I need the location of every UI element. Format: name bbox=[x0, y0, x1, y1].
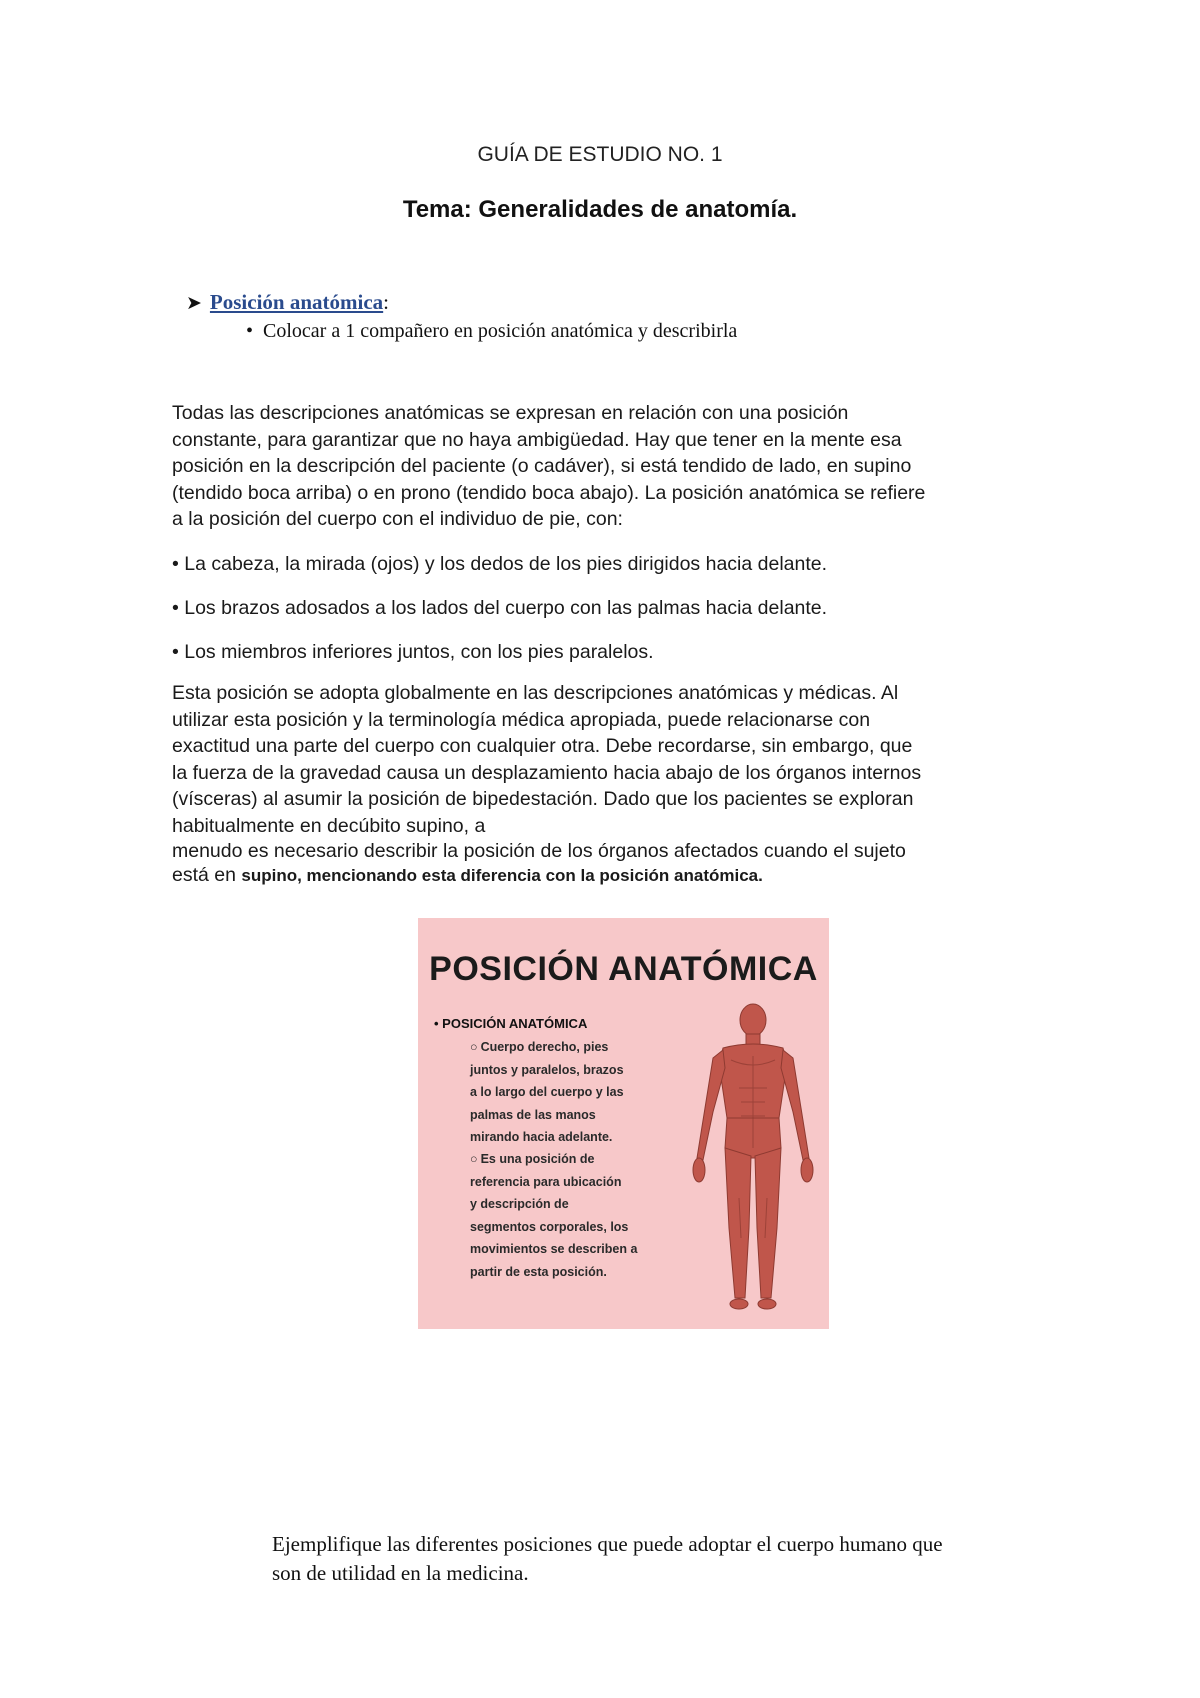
infographic-line: palmas de las manos bbox=[470, 1107, 596, 1122]
bullet-arms: • Los brazos adosados a los lados del cuerpo con las palmas hacia delante. bbox=[172, 597, 828, 619]
bullet-legs: • Los miembros inferiores juntos, con los pies paralelos. bbox=[172, 641, 654, 663]
paragraph-line: constante, para garantizar que no haya ambigüedad. Hay que tener en la mente esa bbox=[172, 428, 902, 451]
circle-bullet-icon: ○ bbox=[470, 1152, 478, 1166]
closing-instruction bbox=[272, 1530, 1082, 1588]
infographic-item-2 bbox=[470, 1148, 670, 1283]
infographic-line: Es una posición de bbox=[480, 1152, 595, 1166]
infographic-line: Cuerpo derecho, pies bbox=[480, 1040, 609, 1054]
closing-line: son de utilidad en la medicina. bbox=[272, 1561, 529, 1585]
infographic-line: partir de esta posición. bbox=[470, 1264, 607, 1279]
paragraph-line: Todas las descripciones anatómicas se expresan en relación con una posición bbox=[172, 402, 849, 424]
infographic-line: y descripción de bbox=[470, 1197, 569, 1211]
infographic-line: movimientos se describen a bbox=[470, 1242, 638, 1256]
paragraph-line: posición en la descripción del paciente (o cadáver), si está tendido de lado, en supino bbox=[172, 455, 912, 477]
infographic-subtitle: • POSICIÓN ANATÓMICA bbox=[434, 1016, 588, 1031]
paragraph-line: habitualmente en decúbito supino, a bbox=[172, 814, 486, 837]
anatomical-position-infographic bbox=[418, 918, 829, 1329]
human-musculature-figure-icon bbox=[683, 998, 823, 1318]
paragraph-line: utilizar esta posición y la terminología médica apropiada, puede relacionarse con bbox=[172, 708, 871, 731]
section-heading-link[interactable]: Posición anatómica bbox=[209, 290, 384, 314]
paragraph-tail-normal: está en bbox=[172, 864, 242, 886]
infographic-line: juntos y paralelos, brazos bbox=[470, 1062, 624, 1077]
paragraph-line: (tendido boca arriba) o en prono (tendido boca abajo). La posición anatómica se refiere bbox=[172, 481, 926, 504]
circle-bullet-icon: ○ bbox=[470, 1040, 478, 1054]
topic-title: Tema: Generalidades de anatomía. bbox=[402, 196, 798, 223]
paragraph-tail-bold: supino, mencionando esta diferencia con la posición anatómica. bbox=[241, 866, 763, 885]
section-heading bbox=[186, 290, 389, 315]
infographic-line: a lo largo del cuerpo y las bbox=[470, 1085, 624, 1099]
task-text: Colocar a 1 compañero en posición anatómica y describirla bbox=[263, 320, 738, 342]
paragraph-line: Esta posición se adopta globalmente en las descripciones anatómicas y médicas. Al bbox=[172, 682, 899, 704]
arrow-right-icon: ➤ bbox=[186, 293, 202, 314]
section-heading-colon: : bbox=[383, 290, 390, 314]
paragraph-line: menudo es necesario describir la posición de los órganos afectados cuando el sujeto bbox=[172, 840, 906, 862]
paragraph-anatomical-descriptions bbox=[172, 400, 1036, 533]
paragraph-line: exactitud una parte del cuerpo con cualquier otra. Debe recordarse, sin embargo, que bbox=[172, 735, 913, 757]
infographic-item-1 bbox=[470, 1036, 670, 1149]
infographic-line: segmentos corporales, los bbox=[470, 1219, 629, 1234]
guide-title: GUÍA DE ESTUDIO NO. 1 bbox=[477, 143, 723, 166]
closing-line: Ejemplifique las diferentes posiciones que puede adoptar el cuerpo humano que bbox=[272, 1532, 943, 1556]
paragraph-line: la fuerza de la gravedad causa un desplazamiento hacia abajo de los órganos internos bbox=[172, 761, 922, 784]
bullet-head: • La cabeza, la mirada (ojos) y los dedos de los pies dirigidos hacia delante. bbox=[172, 553, 828, 575]
infographic-title: POSICIÓN ANATÓMICA bbox=[429, 950, 818, 988]
infographic-line: mirando hacia adelante. bbox=[470, 1130, 613, 1144]
paragraph-line: (vísceras) al asumir la posición de bipedestación. Dado que los pacientes se exploran bbox=[172, 788, 914, 810]
infographic-line: referencia para ubicación bbox=[470, 1174, 622, 1189]
paragraph-tail bbox=[172, 864, 763, 887]
task-bullet: • bbox=[246, 320, 254, 342]
paragraph-line: a la posición del cuerpo con el individuo de pie, con: bbox=[172, 508, 623, 530]
paragraph-global-adoption bbox=[172, 680, 1036, 839]
task-item bbox=[246, 320, 737, 343]
